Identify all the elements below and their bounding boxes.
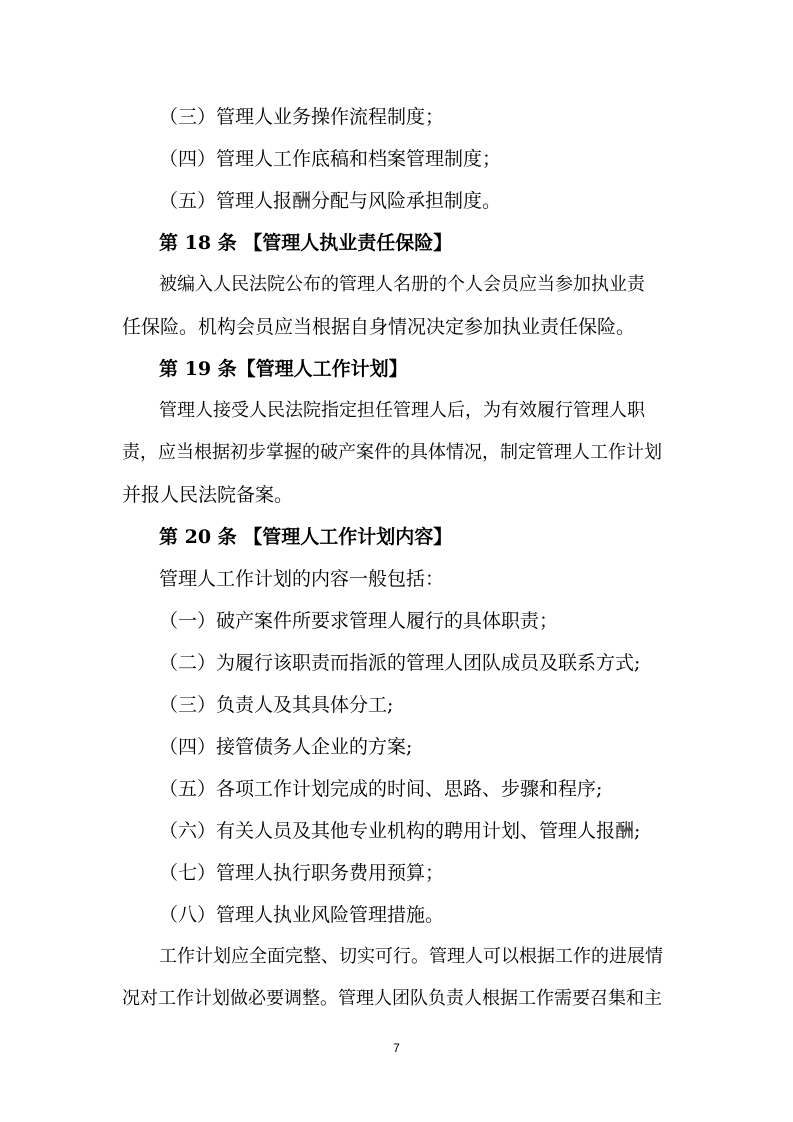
page-number: 7 [393,1041,400,1055]
article-heading: 第 19 条【管理人工作计划】 [159,358,408,380]
paragraph-line: 管理人接受人民法院指定担任管理人后，为有效履行管理人职 [159,400,645,421]
paragraph-line: 责，应当根据初步掌握的破产案件的具体情况，制定管理人工作计划 [122,442,662,463]
list-item: （四）管理人工作底稿和档案管理制度； [159,148,502,170]
list-item: （八）管理人执业风险管理措施。 [159,904,445,926]
paragraph-line: 工作计划应全面完整、切实可行。管理人可以根据工作的进展情 [159,946,663,967]
list-item: （四）接管债务人企业的方案; [159,736,413,758]
list-item: （五）管理人报酬分配与风险承担制度。 [159,190,502,212]
paragraph-line: 任保险。机构会员应当根据自身情况决定参加执业责任保险。 [122,316,636,338]
paragraph-line: 并报人民法院备案。 [122,484,294,506]
article-heading: 第 20 条 【管理人工作计划内容】 [159,526,453,548]
list-item: （一）破产案件所要求管理人履行的具体职责； [159,610,559,632]
article-heading: 第 18 条 【管理人执业责任保险】 [159,232,453,254]
paragraph-line: 况对工作计划做必要调整。管理人团队负责人根据工作需要召集和主 [122,988,662,1009]
paragraph-line: 被编入人民法院公布的管理人名册的个人会员应当参加执业责 [159,274,645,295]
list-item: （七）管理人执行职务费用预算； [159,862,445,884]
list-item: （三）负责人及其具体分工; [159,694,394,716]
paragraph-line: 管理人工作计划的内容一般包括： [159,568,445,590]
list-item: （六）有关人员及其他专业机构的聘用计划、管理人报酬; [159,820,641,842]
list-item: （三）管理人业务操作流程制度； [159,106,445,128]
list-item: （二）为履行该职责而指派的管理人团队成员及联系方式; [159,652,641,674]
list-item: （五）各项工作计划完成的时间、思路、步骤和程序; [159,778,603,800]
